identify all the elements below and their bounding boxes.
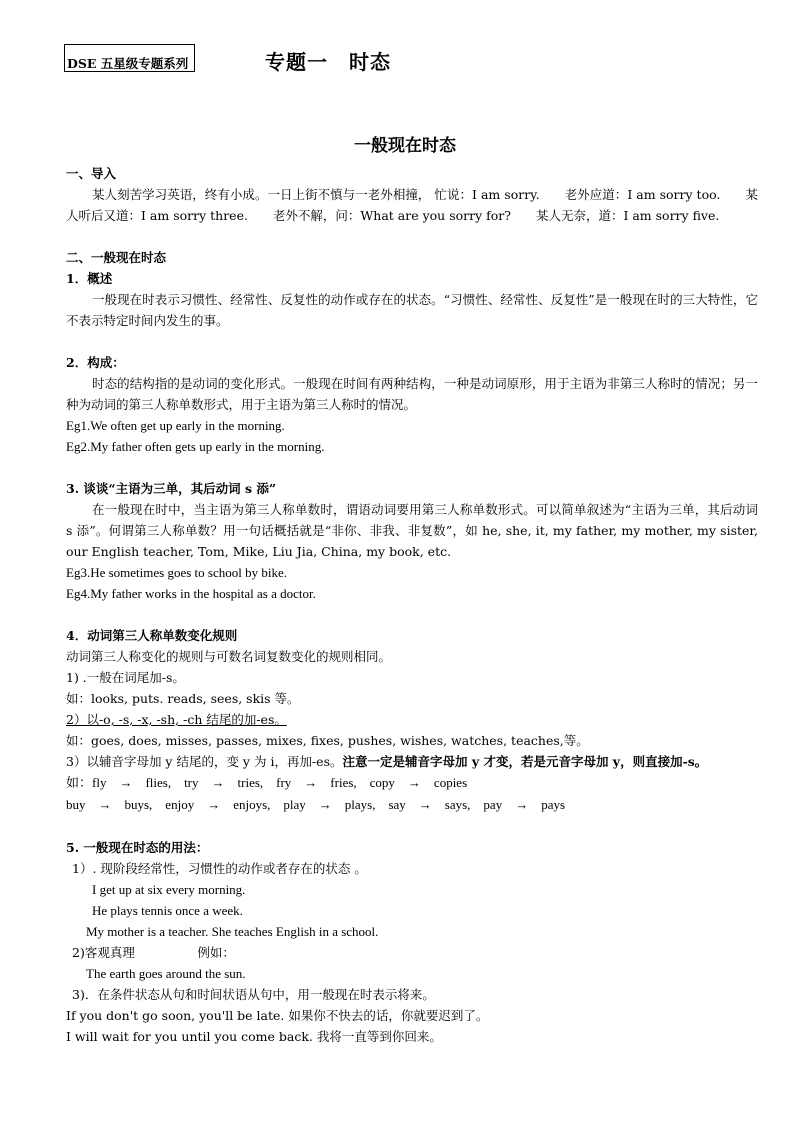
usage-1-example-1: I get up at six every morning. xyxy=(92,882,246,897)
rule-3-examples-line-1: 如：fly → flies, try → tries, fry → fries, copy → copies xyxy=(66,775,468,790)
overview-heading: 1．概述 xyxy=(66,271,113,286)
usage-3-example-1: If you don't go soon, you'll be late. 如果你不快去的话，你就要迟到了。 xyxy=(66,1008,489,1023)
series-label: DSE 五星级专题系列 xyxy=(67,56,189,71)
rule-3-note: 注意一定是辅音字母加 y 才变，若是元音字母加 y，则直接加-s。 xyxy=(342,754,708,769)
document-title: 一般现在时态 xyxy=(354,136,456,156)
document-body xyxy=(66,163,758,1047)
rule-3-examples-line-2: buy → buys, enjoy → enjoys, play → plays, say → says, pay → pays xyxy=(66,797,566,812)
third-person-paragraph: 在一般现在时中，当主语为第三人称单数时，谓语动词要用第三人称单数形式。可以简单叙述为“主语为三单，其后动词 s 添”。何谓第三人称单数？用一句话概括就是“非你、非我、非复数”，如 he, she, it, my father, my mother, my sister, our English teacher, Tom, Mike, Liu Jia, China, my book, etc. xyxy=(66,502,758,559)
usage-1-example-2: He plays tennis once a week. xyxy=(92,903,243,918)
structure-paragraph: 时态的结构指的是动词的变化形式。一般现在时间有两种结构，一种是动词原形，用于主语为非第三人称时的情况；另一种为动词的第三人称单数形式，用于主语为第三人称时的情况。 xyxy=(66,376,758,412)
usage-2: 2)客观真理 例如： xyxy=(72,945,235,960)
usage-1-example-3: My mother is a teacher. She teaches English in a school. xyxy=(86,924,379,939)
rules-intro: 动词第三人称变化的规则与可数名词复数变化的规则相同。 xyxy=(66,649,392,664)
usage-1: 1）. 现阶段经常性，习惯性的动作或者存在的状态 。 xyxy=(72,861,367,876)
example-4: Eg4.My father works in the hospital as a doctor. xyxy=(66,586,316,601)
rule-2: 2）以-o, -s, -x, -sh, -ch 结尾的加-es。 xyxy=(66,712,287,727)
usage-heading: 5. 一般现在时态的用法： xyxy=(66,840,209,855)
rule-1-examples: 如：looks, puts. reads, sees, skis 等。 xyxy=(66,691,300,706)
intro-heading: 一、导入 xyxy=(66,166,117,181)
rule-1: 1) .一般在词尾加-s。 xyxy=(66,670,185,685)
third-person-heading: 3. 谈谈“主语为三单，其后动词 s 添” xyxy=(66,481,277,496)
rule-2-examples: 如：goes, does, misses, passes, mixes, fixes, pushes, wishes, watches, teaches,等。 xyxy=(66,733,589,748)
series-label-box xyxy=(64,44,195,72)
rule-3-text: 3）以辅音字母加 y 结尾的，变 y 为 i，再加-es。 xyxy=(66,754,343,769)
example-2: Eg2.My father often gets up early in the morning. xyxy=(66,439,325,454)
usage-3: 3)．在条件状态从句和时间状语从句中，用一般现在时表示将来。 xyxy=(72,987,435,1002)
example-3: Eg3.He sometimes goes to school by bike. xyxy=(66,565,287,580)
usage-3-example-2: I will wait for you until you come back. 我将一直等到你回来。 xyxy=(66,1029,442,1044)
usage-2-example: The earth goes around the sun. xyxy=(86,966,246,981)
rules-heading: 4．动词第三人称单数变化规则 xyxy=(66,628,238,643)
example-1: Eg1.We often get up early in the morning. xyxy=(66,418,285,433)
intro-paragraph: 某人刻苦学习英语，终有小成。一日上街不慎与一老外相撞， 忙说：I am sorry. 老外应道：I am sorry too. 某人听后又道：I am sorry three. 老外不解，问：What are you sorry for? 某人无奈，道：I am sorry five. xyxy=(66,187,758,223)
overview-paragraph: 一般现在时表示习惯性、经常性、反复性的动作或存在的状态。“习惯性、经常性、反复性”是一般现在时的三大特性，它不表示特定时间内发生的事。 xyxy=(66,292,758,328)
section2-heading: 二、一般现在时态 xyxy=(66,250,167,265)
topic-title: 专题一 时态 xyxy=(265,50,391,74)
structure-heading: 2．构成： xyxy=(66,355,125,370)
rule-3 xyxy=(66,751,758,772)
